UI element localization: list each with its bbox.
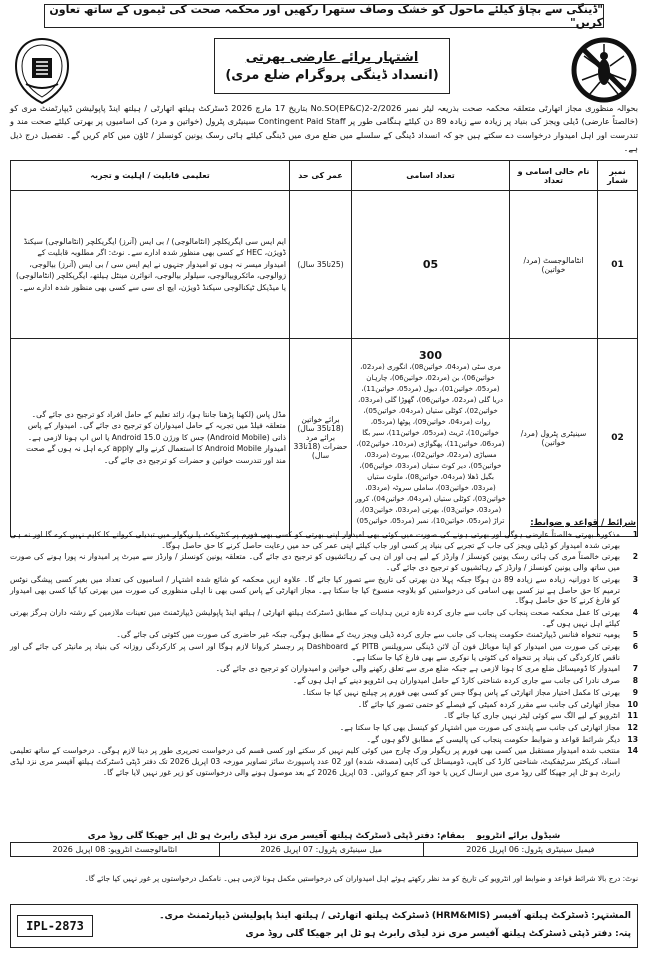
row-post-name: سینیٹری پٹرول (مرد/خواتین): [510, 339, 598, 537]
table-row: [11, 843, 638, 857]
dengue-slogan-banner: "ڈینگی سے بچاؤ کیلئے ماحول کو خشک وصاف ستھرا رکھیں اور محکمہ صحت کی ٹیموں کے ساتھ تعاون کریں": [44, 4, 604, 28]
rule-item: [10, 552, 638, 573]
rule-item: [10, 700, 638, 711]
rule-number: 4: [632, 607, 638, 617]
ad-subtitle: (انسداد ڈینگی پروگرام ضلع مری): [225, 67, 439, 83]
rule-number: 14: [627, 746, 638, 756]
row-post-count: [352, 191, 510, 339]
rule-item: [10, 723, 638, 734]
note-text: نوٹ: درج بالا شرائط قواعد و ضوابط اور انٹرویو کی تاریخ کو مد نظر رکھتے ہوئے اہل امیدواران کی درخواستیں مکمل ہونا لازمی ہیں۔ نامکمل درخواستوں پر غور نہیں کیا جائے گا۔: [84, 874, 638, 883]
rule-number: 11: [627, 711, 638, 721]
posts-table: [10, 160, 638, 537]
rule-item: [10, 642, 638, 663]
row-post-count-value: 300: [419, 348, 442, 362]
rule-text: مجاز اتھارٹی کی جانب سے مقرر کردہ کمیٹی کے فیصلے کو حتمی تصور کیا جائے گا۔: [357, 699, 620, 709]
rule-item: [10, 575, 638, 607]
row-serial-no: 02: [598, 339, 638, 537]
rule-number: 3: [632, 574, 638, 584]
rule-number: 5: [632, 630, 638, 640]
footer-box: [10, 904, 638, 948]
rule-item: [10, 664, 638, 675]
title-box: [214, 38, 450, 94]
schedule-male: میل سینیٹری پٹرول: 07 اپریل 2026: [219, 843, 423, 857]
rule-item: [10, 530, 638, 551]
rules-list: [10, 530, 638, 779]
no-mosquito-icon: [570, 36, 638, 104]
rule-text: بھرتی کا مکمل اختیار مجاز اتھارٹی کے پاس ہوگا جس کو کسی بھی فورم پر چیلنج نہیں کیا جا سکتا۔: [302, 687, 620, 697]
row-serial-no: 01: [598, 191, 638, 339]
intro-paragraph: بحوالہ منظوری مجاز اتھارٹی متعلقہ محکمہ صحت بذریعہ لیٹر نمبر No.SO(EP&C)2-2/2026 بتاریخ 17 مارچ 2026 ڈسٹرکٹ ہیلتھ اتھارٹی / ہیلتھ اینڈ پاپولیشن ڈیپارٹمنٹ مری کو (خالصتاً عارضی) ڈیلی ویجز کی بنیاد پر زیادہ سے زیادہ 89 دن کیلئے ہنگامی طور پر Contingent Paid Staff سینیٹری پٹرول (خواتین و مرد) کی اسامیوں پر بھرتی کیلئے صحت مند و تندرست اور اہل امیدوار درخواست دے سکتے ہیں جو کہ انسداد ڈینگی کے سلسلے میں ضلع مری میں ڈینگی کیلئے ہائی رسک یونین کونسلز / ٹاؤن میں کام کریں گے۔ تفصیل درج ذیل ہے۔: [10, 103, 639, 154]
header-post-count: تعداد اسامی: [352, 161, 510, 191]
rule-item: [10, 746, 638, 778]
advertisement-page: [4, 4, 644, 949]
schedule-venue: دفتر ڈپٹی ڈسٹرکٹ ہیلتھ آفیسر مری نزد لیڈی رابرٹ ہو ٹل اپر جھیکا گلی روڈ مری: [87, 831, 434, 841]
ipl-number: IPL-2873: [17, 915, 93, 937]
rule-item: [10, 688, 638, 699]
rule-number: 12: [627, 722, 638, 732]
rule-text: صرف نادرا کی جانب سے جاری کردہ شناختی کارڈ کے حامل امیدواران ہی انٹرویو دینے کے اہل ہوں گے۔: [292, 676, 620, 686]
rules-title: شرائط / قواعد و ضوابط:: [530, 518, 636, 528]
rule-number: 6: [632, 642, 638, 652]
row-post-name: انٹامالوجسٹ (مرد/خواتین): [510, 191, 598, 339]
rule-text: یومیہ تنخواہ فنانس ڈیپارٹمنٹ حکومت پنجاب کی جانب سے جاری کردہ ڈیلی ویجز ریٹ کے مطابق ہوگی، جبکہ غیر حاضری کی صورت میں کٹوتی کی جائے گی۔: [116, 630, 620, 640]
row-qualification: ایم ایس سی ایگریکلچر (انٹامالوجی) / بی ایس (آنرز) ایگریکلچر (انٹامالوجی) سیکنڈ ڈویژن، HEC کے کسی بھی منظور شدہ ادارے سے۔ نوٹ: اگر مطلوبہ قابلیت کے امیدوار میسر نہ ہوں تو امیدوار جنہوں نے ایم ایس سی / بی ایس (آنرز) بیالوجی، زوالوجی، مائکروبیالوجی، سیلولر بیالوجی، انوائرن مینٹل ہیلتھ، ایگریکلچر (انٹامالوجی) یا میڈیکل ٹیکنالوجی سیکنڈ ڈویژن، ایچ ای سی سے کسی بھی منظور شدہ ادارے سے۔: [11, 191, 290, 339]
rule-text: بھرتی کی صورت میں امیدوار کو اپنا موبائل فون آن لائن ڈینگی سرویلنس PITB کے Dashboard پر رجسٹر کروانا لازم ہوگا اور اسی پر کارکردگی روزانہ کی بنیاد پر مانیٹر کی جائے گی اور ناقص کارکردگی کی بنیاد پر تنخواہ کی کٹوتی یا نوکری سے بھی فارغ کیا جا سکتا ہے۔: [10, 642, 620, 662]
rule-item: [10, 630, 638, 641]
address-line: پتہ: دفتر ڈپٹی ڈسٹرکٹ ہیلتھ آفیسر مری نزد لیڈی رابرٹ ہو ٹل اپر جھیکا گلی روڈ مری: [245, 929, 631, 939]
schedule-female: فیمیل سینیٹری پٹرول: 06 اپریل 2026: [423, 843, 637, 857]
schedule-entomologist: انٹامالوجسٹ انٹرویو: 08 اپریل 2026: [11, 843, 220, 857]
rule-text: بھرتی کا عمل محکمہ صحت پنجاب کی جانب سے جاری کردہ تازہ ترین ہدایات کے مطابق ڈسٹرکٹ ہیلتھ اتھارٹی / ہیلتھ اینڈ پاپولیشن ڈیپارٹمنٹ میں تعینات ملازمین کے رشتہ داران ہرگز بھرتی کیلئے اہل نہیں ہوں گے۔: [10, 607, 620, 628]
rule-text: بھرتی کا دورانیہ زیادہ سے زیادہ 89 دن ہوگا جبکہ پہلا دن بھرتی کی تاریخ سے تصور کیا جائے گا۔ علاوہ ازیں محکمہ کو شائع شدہ اشتہار / اسامیوں کی تعداد میں بغیر کسی پیشگی نوٹس ترمیم کا حق حاصل ہے نیز کسی بھی اسامی کی درخواستیں کو بلاوجہ منسوخ کیا جا سکتا ہے۔ مجاز اتھارٹی کے پاس کسی بھی نا اہلی منظوری کی صورت میں بھرتی کیا گیا کسی بھی امیدوار کو فارغ کرنے کا حق حاصل ہوگا۔: [10, 574, 620, 606]
rule-number: 8: [632, 676, 638, 686]
rule-text: انٹرویو کے لیے الگ سے کوئی لیٹر نہیں جاری کیا جائے گا۔: [443, 711, 620, 721]
rule-text: دیگر شرائط قواعد و ضوابط حکومت پنجاب کی پالیسی کے مطابق لاگو ہوں گے۔: [366, 734, 620, 744]
punjab-govt-logo-icon: [10, 36, 74, 106]
rule-item: [10, 711, 638, 722]
schedule-title: [4, 830, 644, 841]
posts-table-header-row: [11, 161, 638, 191]
rule-text: بھرتی خالصتاً مری کی ہائی رسک یونین کونسلز / وارڈز کے لیے ہی اور ان ہی کے رہائشیوں کو ترجیح دی جائے گی۔ متعلقہ یونین کونسلز / وارڈز سے میرٹ پر امیدوار نہ پورا ہونے کی صورت میں ساتھ والی یونین کونسلز / وارڈز کے رہائشیوں کو ترجیح دی جائے گی۔: [10, 552, 620, 573]
table-row: [11, 191, 638, 339]
rule-number: 7: [632, 664, 638, 674]
rule-item: [10, 608, 638, 629]
row-post-count: [352, 339, 510, 537]
rule-number: 2: [632, 552, 638, 562]
header-age-limit: عمر کی حد: [290, 161, 352, 191]
rule-text: مجاز اتھارٹی کی جانب سے پابندی کی صورت میں اشتہار کو کینسل بھی کیا جا سکتا ہے۔: [339, 722, 620, 732]
rule-number: 13: [627, 734, 638, 744]
rule-number: 10: [627, 699, 638, 709]
row-age-limit: برائے خواتین (18تا35 سال) برائے مرد حضرات (18تا33 سال): [290, 339, 352, 537]
header-post-name: نام خالی اسامی و تعداد: [510, 161, 598, 191]
row-union-council-breakdown: مری سٹی (مرد04، خواتین08)، انگوری (مرد02، خواتین06)، بن (مرد02، خواتین06)، چارہان (مرد05، خواتین01)، دیول (مرد05، خواتین11)، دریا گلی (مرد02، خواتین06)، گھوڑا گلی (مرد03، خواتین02)، کوٹلی ستیاں (مرد04، خواتین05)، روات (مرد04، خواتین09)، پوٹھا (مرد05، خواتین10)، ٹریٹ (مرد05، خواتین11)، سیر بگا (مرد06، خواتین11)، پھگواڑی (مرد10، خواتین02)، مسیاڑی (مرد02، خواتین02)، بیروٹ (مرد03، خواتین05)، دیر کوٹ ستیاں (مرد03، خواتین06)، بگیل ڈھلا (مرد04، خواتین08)، ملوٹ ستیاں (مرد03، خواتین03)، ساملی سروٹہ (مرد03، خواتین03)، کوٹلی ستیاں (مرد04، خواتین04)، کرور (مرد03، خواتین03)، بھرتی (مرد03، خواتین03)، تراڑ (مرد05، خواتین10)، نمبر (مرد05، خواتین05): [355, 362, 506, 525]
header-qualification: تعلیمی قابلیت / اہلیت و تجربہ: [11, 161, 290, 191]
header-serial-no: نمبر شمار: [598, 161, 638, 191]
rule-text: مذکورہ بھرتی خالصتاً عارضی ہوگی اور بھرتی ہونے کی صورت میں کوئی بھی امیدوار اپنی بھرتی کو کسی بھی فورم پر کنٹریکٹ یا ریگولر میں تبدیلی کروانے کا کلیم نہیں کرے گا اور نہ ہی بھرتی شدہ امیدوار کو ڈیلی ویجز کی جاب کے تجربے کی بنیاد پر کسی اور جاب کیلئے اپنی عمر کی حد میں رعایت حاصل کرنے کا حق حاصل ہوگا۔: [10, 530, 620, 550]
advertiser-line: المشتہر: ڈسٹرکٹ ہیلتھ آفیسر (HRM&MIS) ڈسٹرکٹ ہیلتھ اتھارٹی / ہیلتھ اینڈ پاپولیشن ڈیپارٹمنٹ مری۔: [159, 911, 631, 921]
row-post-count-value: 05: [422, 258, 439, 271]
row-age-limit: (25تا35 سال): [290, 191, 352, 339]
rule-item: [10, 735, 638, 746]
rule-text: منتخب شدہ امیدوار مستقبل میں کسی بھی فورم پر ریگولر ورک چارج میں کوئی کلیم نہیں کر سکتے اور کسی قسم کی درخواست تحریری طور پر دینا لازم ہوگی۔ درخواست کے ساتھ تعلیمی اسناد، کریکٹر سرٹیفکیٹ، شناختی کارڈ کی کاپی، ڈومیسائل کی کاپی (مصدقہ شدہ) اور 02 عدد پاسپورٹ سائز تصاویر مورخہ 03 اپریل 2026 تک دفتر ڈپٹی ڈسٹرکٹ ہیلتھ آفیسر مری نزد لیڈی رابرٹ ہو ٹل اپر جھیکا گلی روڈ مری میں ارسال کریں یا خود آکر جمع کروائیں۔ 03 اپریل 2026 کے بعد موصول ہونے والی درخواستوں کو زیر غور نہیں لایا جائے گا۔: [10, 746, 620, 777]
rule-number: 9: [632, 687, 638, 697]
rule-number: 1: [632, 530, 638, 539]
rule-text: امیدوار کا ڈومیسائل ضلع مری کا ہونا لازمی ہے جبکہ ضلع مری سے تعلق رکھنے والی خواتین و امیدواران کو ترجیح دی جائے گی۔: [215, 664, 620, 674]
rule-item: [10, 676, 638, 687]
ad-title: اشتہار برائے عارضی بھرتی: [245, 49, 419, 65]
schedule-venue-label: بمقام:: [436, 831, 465, 841]
table-row: [11, 339, 638, 537]
row-qualification: مڈل پاس (لکھنا پڑھنا جانتا ہو)، زائد تعلیم کے حامل افراد کو ترجیح دی جائے گی۔ متعلقہ فیلڈ میں تجربہ کے حامل امیدواران کو ترجیح دی جائے گی۔ امیدوار کے پاس ذاتی (Android Mobile) جس کا ورژن Android 15.0 یا اس اپ ہونا لازمی ہے۔ امیدوار Android Mobile کا استعمال کرنے والے apply کرے اہل نہ ہوں گے صحت مند اور تندرست خواتین و حضرات کو ترجیح دی جائے گی۔: [11, 339, 290, 537]
schedule-title-text: شیڈول برائے انٹرویو: [476, 831, 561, 841]
interview-schedule-table: [10, 842, 638, 857]
